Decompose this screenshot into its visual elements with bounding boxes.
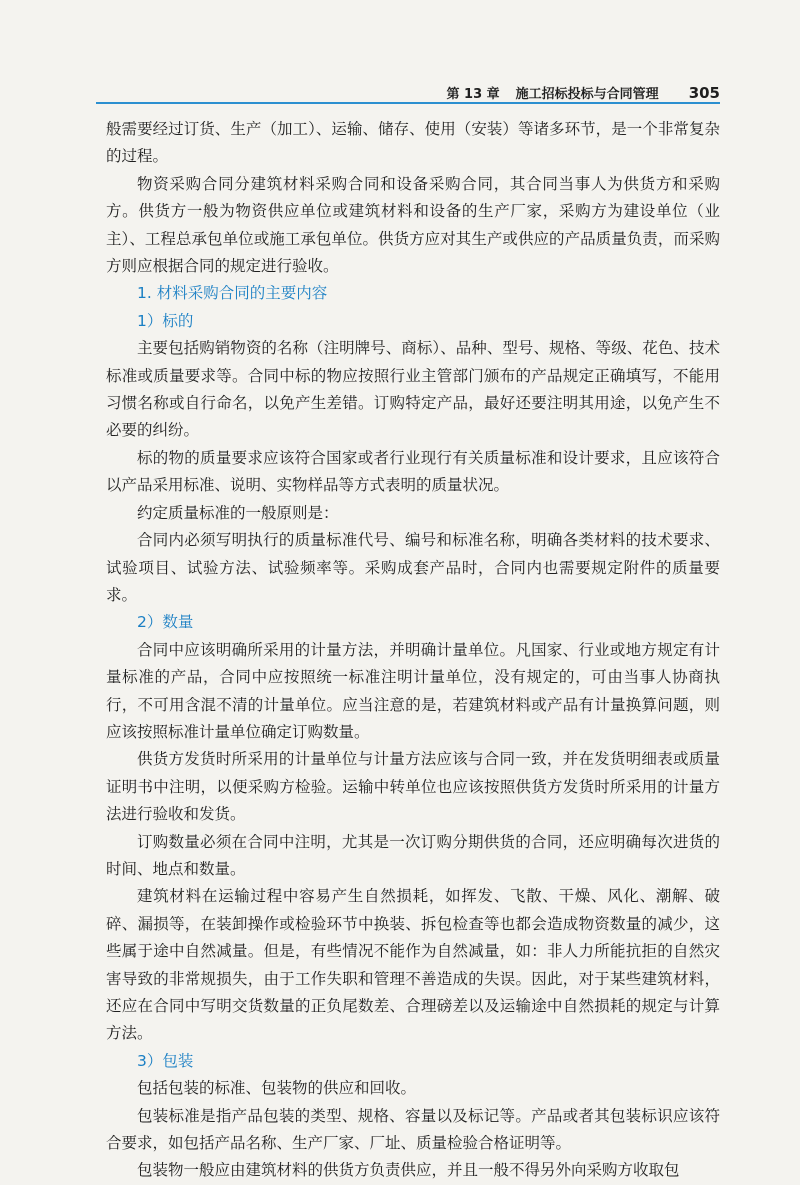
paragraph: 主要包括购销物资的名称（注明牌号、商标）、品种、型号、规格、等级、花色、技术标准或质量要求等。合同中标的物应按照行业主管部门颁布的产品规定正确填写，不能用习惯名称或自行命名，以免产生差错。订购特定产品，最好还要注明其用途，以免产生不必要的纠纷。	[106, 339, 720, 440]
section-heading: 1. 材料采购合同的主要内容	[137, 284, 328, 303]
page-body	[106, 116, 720, 1185]
paragraph: 包装标准是指产品包装的类型、规格、容量以及标记等。产品或者其包装标识应该符合要求，如包括产品名称、生产厂家、厂址、质量检验合格证明等。	[106, 1106, 720, 1153]
paragraph: 供货方发货时所采用的计量单位与计量方法应该与合同一致，并在发货明细表或质量证明书中注明，以便采购方检验。运输中转单位也应该按照供货方发货时所采用的计量方法进行验收和发货。	[106, 750, 720, 824]
chapter-number: 第 13 章	[446, 87, 500, 102]
paragraph: 约定质量标准的一般原则是：	[137, 503, 339, 522]
paragraph: 包装物一般应由建筑材料的供货方负责供应，并且一般不得另外向采购方收取包	[137, 1161, 680, 1180]
paragraph: 订购数量必须在合同中注明，尤其是一次订购分期供货的合同，还应明确每次进货的时间、地点和数量。	[106, 832, 720, 878]
running-header	[96, 76, 720, 102]
subsection-heading: 1）标的	[137, 311, 194, 330]
chapter-title: 施工招标投标与合同管理	[515, 87, 659, 102]
paragraph: 合同内必须写明执行的质量标准代号、编号和标准名称，明确各类材料的技术要求、试验项目、试验方法、试验频率等。采购成套产品时，合同内也需要规定附件的质量要求。	[106, 531, 720, 604]
subsection-heading: 2）数量	[137, 613, 194, 632]
paragraph: 建筑材料在运输过程中容易产生自然损耗，如挥发、飞散、干燥、风化、潮解、破碎、漏损等，在装卸操作或检验环节中换装、拆包检查等也都会造成物资数量的减少，这些属于途中自然减量。但是，有些情况不能作为自然减量，如：非人力所能抗拒的自然灾害导致的非常规损失，由于工作失职和管理不善造成的失误。因此，对于某些建筑材料，还应在合同中写明交货数量的正负尾数差、合理磅差以及运输途中自然损耗的规定与计算方法。	[106, 887, 720, 1043]
paragraph: 合同中应该明确所采用的计量方法，并明确计量单位。凡国家、行业或地方规定有计量标准的产品，合同中应按照统一标准注明计量单位，没有规定的，可由当事人协商执行，不可用含混不清的计量单位。应当注意的是，若建筑材料或产品有计量换算问题，则应该按照标准计量单位确定订购数量。	[106, 640, 720, 741]
paragraph: 物资采购合同分建筑材料采购合同和设备采购合同，其合同当事人为供货方和采购方。供货方一般为物资供应单位或建筑材料和设备的生产厂家，采购方为建设单位（业主）、工程总承包单位或施工承包单位。供货方应对其生产或供应的产品质量负责，而采购方则应根据合同的规定进行验收。	[106, 174, 720, 276]
paragraph: 标的物的质量要求应该符合国家或者行业现行有关质量标准和设计要求，且应该符合以产品采用标准、说明、实物样品等方式表明的质量状况。	[106, 448, 720, 495]
header-rule	[96, 102, 720, 104]
paragraph: 包括包装的标准、包装物的供应和回收。	[137, 1079, 417, 1098]
page-number: 305	[688, 84, 720, 102]
paragraph: 般需要经过订货、生产（加工）、运输、储存、使用（安装）等诸多环节，是一个非常复杂的过程。	[106, 120, 720, 166]
subsection-heading: 3）包装	[137, 1051, 194, 1070]
